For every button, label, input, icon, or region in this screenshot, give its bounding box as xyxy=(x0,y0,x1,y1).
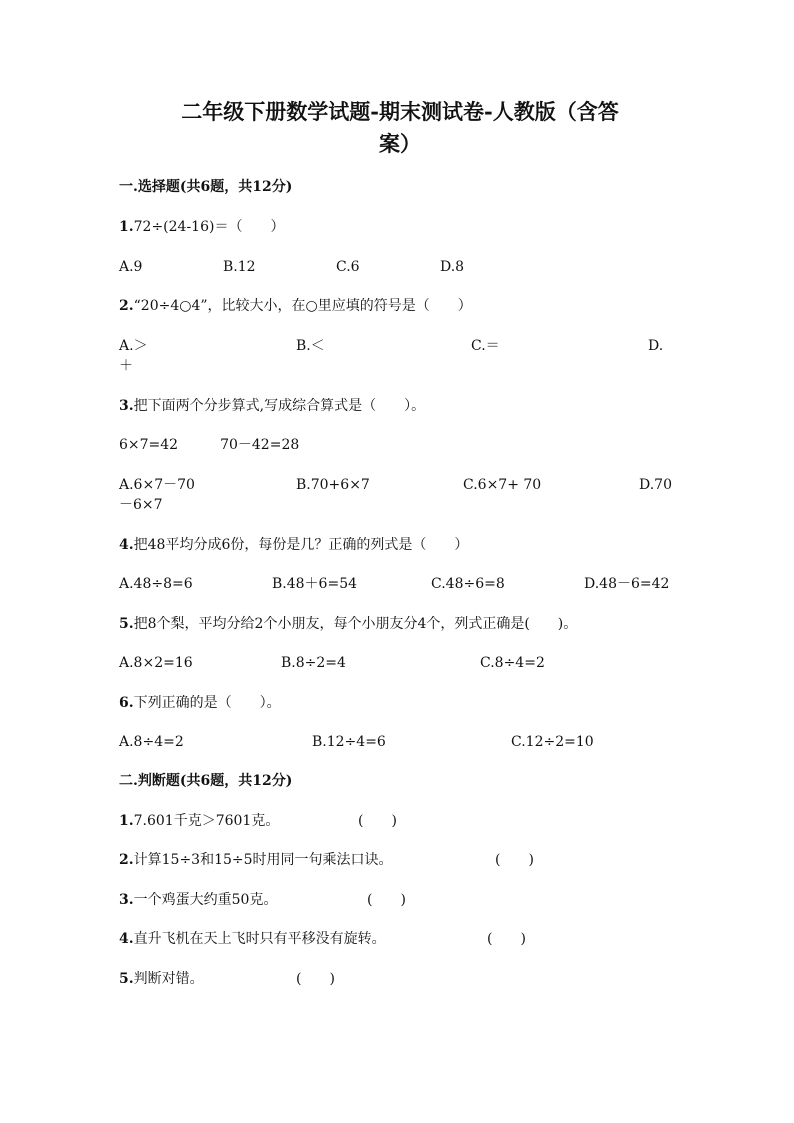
option-a: A.6×7－70 xyxy=(119,477,195,493)
question-number: 5. xyxy=(119,616,134,632)
question-number: 3. xyxy=(119,398,134,414)
option-d: D.8 xyxy=(440,259,465,275)
judgement-4 xyxy=(119,930,386,948)
option-a: A.8×2=16 xyxy=(119,655,193,671)
page-title-line-1: 二年级下册数学试题-期末测试卷-人教版（含答 xyxy=(181,99,619,124)
option-b: B.12 xyxy=(223,259,256,275)
question-5 xyxy=(119,615,577,633)
option-a: A.9 xyxy=(119,259,143,275)
option-b: B.＜ xyxy=(296,338,325,354)
question-number: 2. xyxy=(119,298,134,314)
question-1 xyxy=(119,218,284,236)
option-b: B.12÷4=6 xyxy=(312,734,386,750)
option-d: D.70 xyxy=(639,477,672,493)
judgement-2 xyxy=(119,851,393,869)
question-4 xyxy=(119,536,468,554)
page-title xyxy=(120,96,680,160)
question-text: “20÷4○4”，比较大小，在○里应填的符号是（ ） xyxy=(133,298,472,314)
option-c: C.8÷4=2 xyxy=(480,655,545,671)
question-text: 把8个梨，平均分给2个小朋友，每个小朋友分4个，列式正确是( )。 xyxy=(133,616,578,632)
option-d: D.48－6=42 xyxy=(584,576,670,592)
question-text: 把48平均分成6份，每份是几？正确的列式是（ ） xyxy=(133,537,469,553)
judgement-3 xyxy=(119,891,277,909)
answer-parentheses: ( ) xyxy=(358,813,397,829)
judgement-1 xyxy=(119,812,279,830)
option-a: A.48÷8=6 xyxy=(119,576,193,592)
option-a: A.8÷4=2 xyxy=(119,734,184,750)
option-c: C.48÷6=8 xyxy=(431,576,505,592)
question-3 xyxy=(119,397,425,415)
question-6 xyxy=(119,694,281,712)
answer-parentheses: ( ) xyxy=(487,931,526,947)
question-number: 5. xyxy=(119,971,134,987)
option-b: B.8÷2=4 xyxy=(281,655,346,671)
question-number: 4. xyxy=(119,537,134,553)
option-b: B.70+6×7 xyxy=(296,477,370,493)
option-c: C.＝ xyxy=(471,338,500,354)
page-title-line-2: 案） xyxy=(379,131,421,156)
question-number: 1. xyxy=(119,813,134,829)
question-text: 判断对错。 xyxy=(133,971,204,987)
answer-parentheses: ( ) xyxy=(296,971,335,987)
option-d: D. xyxy=(648,338,664,354)
question-text: 直升飞机在天上飞时只有平移没有旋转。 xyxy=(133,931,386,947)
question-text: 下列正确的是（ ）。 xyxy=(133,695,281,711)
question-2 xyxy=(119,297,472,315)
judgement-5 xyxy=(119,970,204,988)
question-number: 6. xyxy=(119,695,134,711)
question-text: 把下面两个分步算式,写成综合算式是（ ）。 xyxy=(133,398,426,414)
question-number: 3. xyxy=(119,892,134,908)
question-number: 4. xyxy=(119,931,134,947)
option-d-continuation: －6×7 xyxy=(119,497,163,513)
question-text: 计算15÷3和15÷5时用同一句乘法口诀。 xyxy=(133,852,393,868)
option-a: A.＞ xyxy=(119,338,148,354)
answer-parentheses: ( ) xyxy=(367,892,406,908)
section-heading-choice: 一.选择题(共6题，共12分) xyxy=(119,179,293,195)
option-c: C.6×7+ 70 xyxy=(463,477,542,493)
question-3-steps: 6×7=42 70－42=28 xyxy=(119,437,300,453)
question-text: 72÷(24-16)＝（ ） xyxy=(133,219,285,235)
option-c: C.6 xyxy=(336,259,360,275)
question-number: 2. xyxy=(119,852,134,868)
answer-parentheses: ( ) xyxy=(495,852,534,868)
question-number: 1. xyxy=(119,219,134,235)
option-d-continuation: ＋ xyxy=(119,358,133,374)
option-b: B.48＋6=54 xyxy=(272,576,358,592)
section-heading-judgement: 二.判断题(共6题，共12分) xyxy=(119,773,293,789)
option-c: C.12÷2=10 xyxy=(511,734,594,750)
question-text: 7.601千克＞7601克。 xyxy=(133,813,280,829)
question-text: 一个鸡蛋大约重50克。 xyxy=(133,892,278,908)
